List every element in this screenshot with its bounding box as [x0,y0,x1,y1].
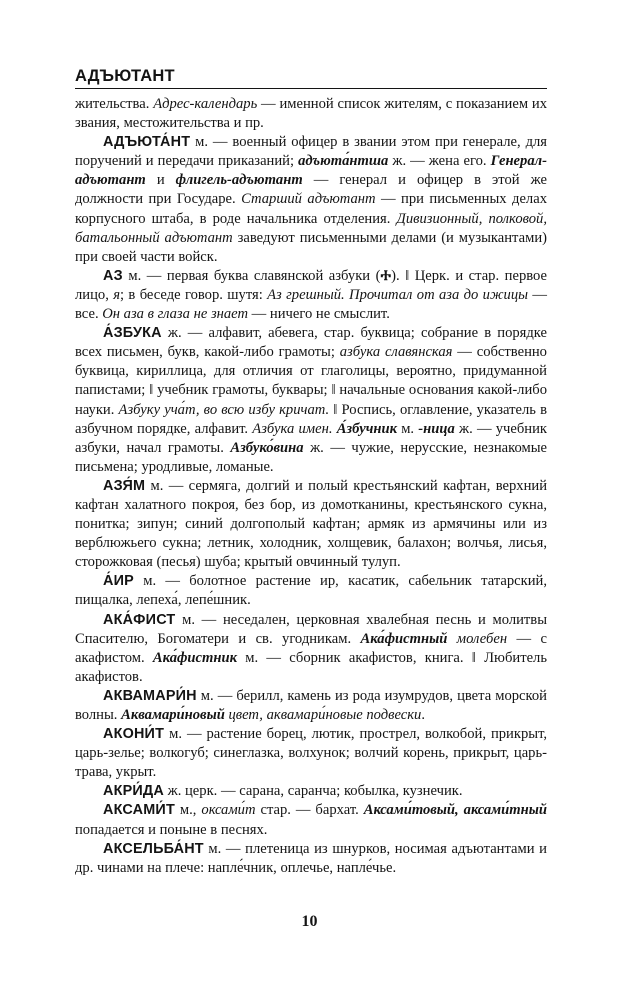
entry-text: ж. церк. — сарана, саранча; кобылка, кузнечик. [163,783,463,800]
italic-text: Азбука имен. [252,420,333,437]
bold-italic-term: Азбуко́вина [230,439,304,456]
bold-italic-term: Ака́фистный [360,630,448,647]
bold-italic-term: Ака́фистник [152,649,237,666]
entry-text: — именной список жителям, с показанием их звания, местожительства и пр. [75,96,547,132]
headword: АЗ [103,267,123,284]
headword: АКРИ́ДА [103,783,164,800]
entry-text: ; в беседе говор. шутя: [120,286,268,303]
dictionary-entry [75,95,547,133]
entry-text: — ничего не смыслит. [248,306,390,323]
entry-text: — все. [75,286,547,323]
dictionary-entry [75,133,547,267]
entry-text: ж. — учебник азбуки, начал грамоты. [75,420,547,456]
entry-text: ‖ Роспись, оглавление, указатель в азбучном порядке, алфавит. [75,401,547,437]
entry-text: м. [396,420,419,437]
entry-text: ж. — алфавит, абевега, стар. буквица; собрание в порядке всех письмен, букв, какой-либо грамоты; [75,325,547,361]
headword: АДЪЮТА́НТ [103,134,191,151]
bold-italic-term: А́збучник [336,420,397,437]
entry-text: ж. — жена его. [388,153,491,170]
dictionary-entry [75,324,547,477]
entry-text: — при письменных делах корпусного штаба, в роде начальника отделения. [75,191,547,227]
dictionary-entries [75,95,547,878]
bold-italic-term: Аквамари́новый [121,707,225,723]
italic-text: я [113,286,121,303]
entry-text: заведуют письменными делами (и музыкантами) при своей части войск. [75,229,547,265]
running-header-title: АДЪЮТАНТ [75,67,175,85]
headword: А́ЗБУКА [103,325,162,342]
entry-text: ). ‖ Церк. и стар. первое лицо, [75,267,547,303]
italic-text: цвет, аквамари́новые подвески [228,707,422,723]
italic-text: азбука славянская [339,344,453,361]
headword: АКВАМАРИ́Н [103,687,197,704]
italic-text: Азбуку уча́т, во всю избу кричат. [118,401,330,418]
dictionary-entry [75,840,547,878]
entry-text: и [145,172,176,189]
entry-text: ж. — чужие, нерусские, незнакомые письмена; уродливые, ломаные. [75,439,547,475]
italic-text: молебен [456,630,508,647]
headword: АКСЕЛЬБА́НТ [103,840,204,857]
entry-text: м. — военный офицер в звании этом при генерале, для поручений и передачи приказаний; [75,134,547,170]
entry-text: м. — берилл, камень из рода изумрудов, цвета морской волны. [75,687,547,723]
bold-italic-term: флигель-адъютант [175,172,303,189]
entry-text: м. — неседален, церковная хвалебная песнь и молитвы Спасителю, Богоматери и св. угодникам. [75,611,547,647]
bold-italic-term: Аксами́товый, аксами́тный [363,802,547,819]
italic-text: Дивизионный, полковой, батальонный адъютант [75,210,548,246]
italic-text: Он аза в глаза не знает [102,306,248,323]
entry-text: м. — растение борец, лютик, прострел, волкобой, прикрыт, царь-зелье; волкогуб; синеглазка, волхунок; волчий корень, прикрыт, царь-трава, укрыт. [75,726,547,781]
bold-italic-term: -ница [418,420,455,437]
entry-text: м. — плетеница из шнурков, носимая адъютантами и др. чинами на плече: напле́чник, оплечье, напле́чье. [75,840,547,876]
dictionary-entry [75,572,547,610]
entry-text: — с акафистом. [75,630,547,666]
dictionary-entry [75,611,547,687]
dictionary-entry [75,782,547,801]
italic-text: оксами́т [201,802,256,819]
italic-text: Адрес-календарь [153,96,258,112]
headword: АКОНИ́Т [103,726,165,743]
dictionary-entry [75,477,547,572]
dictionary-entry [75,687,547,725]
entry-text: м. — первая буква славянской азбуки ( [122,267,381,284]
bold-italic-term: Генерал-адъютант [75,153,547,189]
headword: АКСАМИ́Т [103,802,175,819]
entry-text: — генерал и офицер в этой же должности при Государе. [75,172,547,208]
italic-text: Старший адъютант [241,191,376,208]
entry-text: м., [174,802,202,819]
entry-text: жительства. [75,96,154,112]
headword: АКА́ФИСТ [103,611,176,628]
headword: АЗЯ́М [103,477,146,494]
italic-text: Аз грешный. Прочитал от аза до ижицы [267,286,529,303]
page-number: 10 [301,913,318,930]
entry-text: м. — сборник акафистов, книга. ‖ Любитель акафистов. [75,649,547,685]
entry-text: . [421,707,425,723]
dictionary-entry [75,801,547,839]
headword: А́ИР [103,573,134,590]
dictionary-entry [75,725,547,782]
bold-glyph: Ⰰ [380,267,392,284]
entry-text [447,631,456,647]
bold-italic-term: адъюта́нтша [298,153,389,170]
entry-text: стар. — бархат. [255,802,364,819]
entry-text: м. — болотное растение ир, касатик, сабельник татарский, пищалка, лепеха́, лепе́шник. [75,573,547,609]
entry-text: попадается и поныне в песнях. [75,821,268,838]
entry-text: — собственно буквица, кириллица, для отличия от глаголицы, вероятно, придуманной папистами; ‖ учебник грамоты, буквары; ‖ начальные основания какой-либо науки. [75,344,547,418]
entry-text: м. — сермяга, долгий и полый крестьянский кафтан, верхний кафтан халатного покроя, без бор, из домотканины, крестьянского сукна, понитка; зипун; синий долгополый кафтан; армяк из армячины или из верблюжьего сукна; летник, холодник, холщевик, балахон; волчья, лисья, сторожковая (песья) шуба; крытый овчинный тулуп. [75,477,547,571]
running-header [75,66,547,89]
dictionary-entry [75,267,547,324]
